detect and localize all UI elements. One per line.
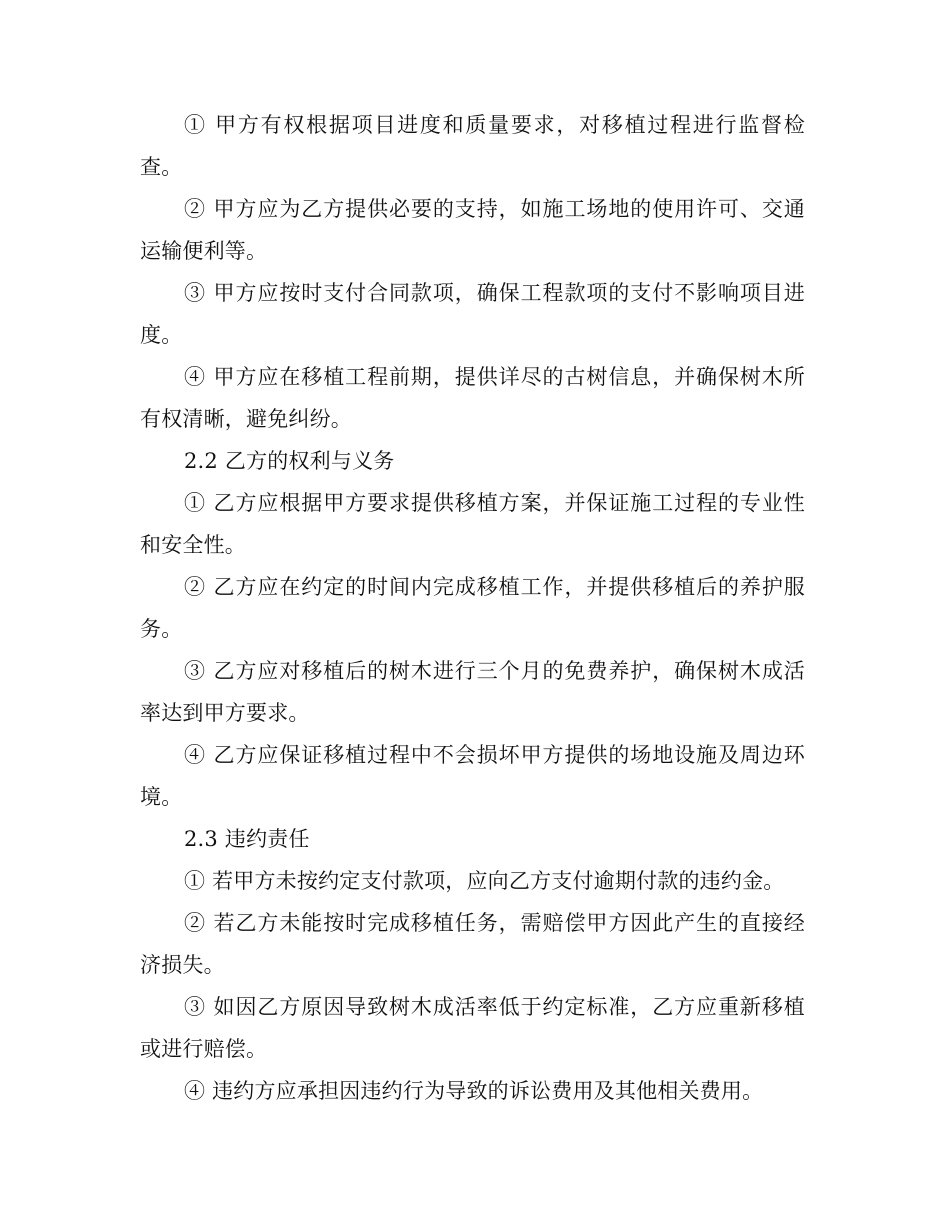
paragraph-breach-party-a-payment: ① 若甲方未按约定支付款项，应向乙方支付逾期付款的违约金。	[184, 869, 785, 893]
paragraph-party-a-tree-info: ④ 甲方应在移植工程前期，提供详尽的古树信息，并确保树木所有权清晰，避免纠纷。	[140, 365, 805, 431]
document-body	[140, 104, 805, 1112]
paragraph-party-a-supervision: ① 甲方有权根据项目进度和质量要求，对移植过程进行监督检查。	[140, 113, 805, 179]
paragraph-party-b-maintenance: ③ 乙方应对移植后的树木进行三个月的免费养护，确保树木成活率达到甲方要求。	[140, 659, 805, 725]
paragraph-breach-survival-rate: ③ 如因乙方原因导致树木成活率低于约定标准，乙方应重新移植或进行赔偿。	[140, 995, 805, 1061]
section-heading-2-3: 2.3 违约责任	[184, 827, 310, 851]
paragraph-breach-party-b-delay: ② 若乙方未能按时完成移植任务，需赔偿甲方因此产生的直接经济损失。	[140, 911, 805, 977]
paragraph-party-a-payment: ③ 甲方应按时支付合同款项，确保工程款项的支付不影响项目进度。	[140, 281, 805, 347]
paragraph-party-b-plan: ① 乙方应根据甲方要求提供移植方案，并保证施工过程的专业性和安全性。	[140, 491, 805, 557]
paragraph-party-a-support: ② 甲方应为乙方提供必要的支持，如施工场地的使用许可、交通运输便利等。	[140, 197, 805, 263]
paragraph-breach-litigation-costs: ④ 违约方应承担因违约行为导致的诉讼费用及其他相关费用。	[184, 1079, 764, 1103]
paragraph-party-b-completion: ② 乙方应在约定的时间内完成移植工作，并提供移植后的养护服务。	[140, 575, 805, 641]
paragraph-party-b-site-protection: ④ 乙方应保证移植过程中不会损坏甲方提供的场地设施及周边环境。	[140, 743, 805, 809]
section-heading-2-2: 2.2 乙方的权利与义务	[184, 449, 395, 473]
